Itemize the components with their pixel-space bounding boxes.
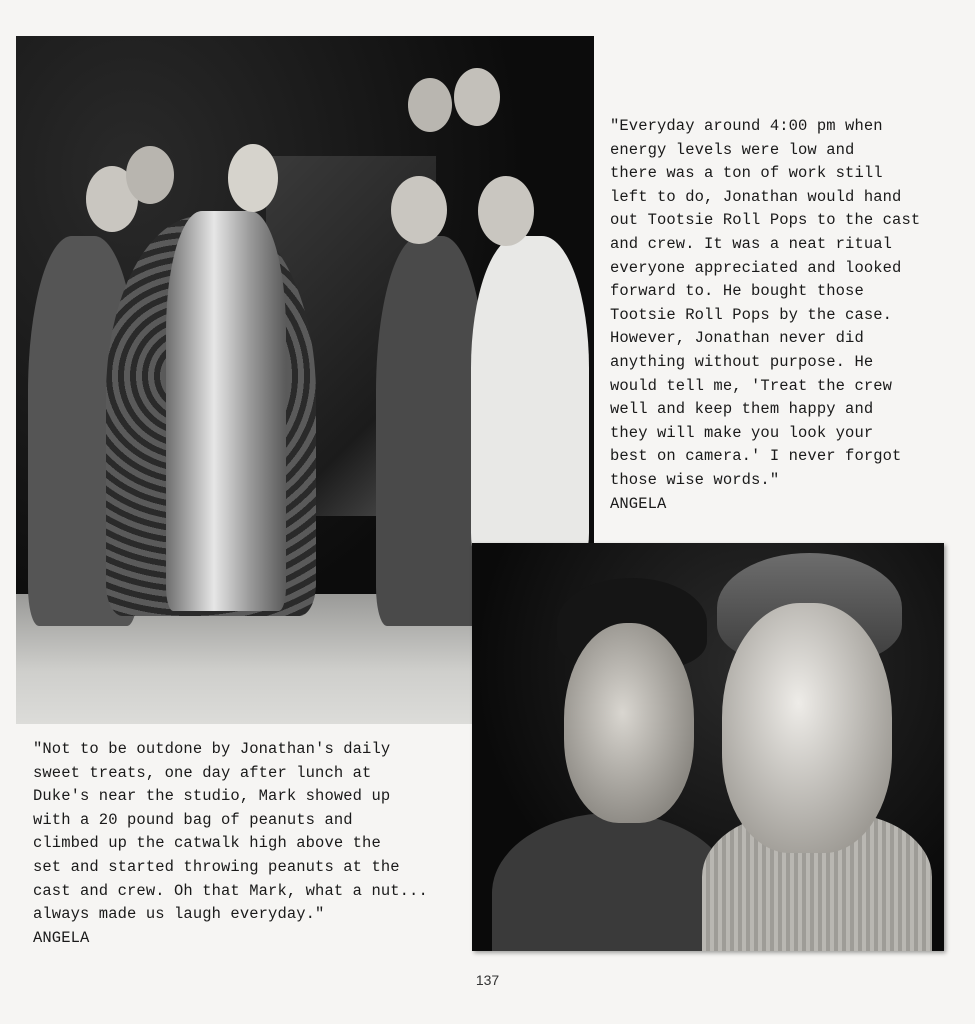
quote-line: they will make you look your bbox=[610, 423, 874, 442]
quote-line: left to do, Jonathan would hand bbox=[610, 187, 902, 206]
quote-line: climbed up the catwalk high above the bbox=[33, 834, 381, 853]
person-white-shirt bbox=[471, 236, 589, 566]
quote-line: Tootsie Roll Pops by the case. bbox=[610, 305, 893, 324]
quote-line: with a 20 pound bag of peanuts and bbox=[33, 810, 353, 829]
quote-line: out Tootsie Roll Pops to the cast bbox=[610, 211, 921, 230]
quote-bottom bbox=[33, 738, 428, 950]
page-number: 137 bbox=[475, 972, 500, 988]
right-actor-face bbox=[722, 603, 892, 853]
left-actor-face bbox=[564, 623, 694, 823]
quote-line: always made us laugh everyday." bbox=[33, 905, 325, 924]
quote-line: sweet treats, one day after lunch at bbox=[33, 763, 372, 782]
person-back-head bbox=[126, 146, 174, 204]
quote-line: best on camera.' I never forgot bbox=[610, 447, 902, 466]
person-rear-2-head bbox=[454, 68, 500, 126]
quote-line: energy levels were low and bbox=[610, 140, 855, 159]
quote-line: everyone appreciated and looked bbox=[610, 258, 902, 277]
two-actors-portrait-photo bbox=[472, 543, 944, 951]
quote-line: "Not to be outdone by Jonathan's daily bbox=[33, 740, 391, 758]
quote-line: forward to. He bought those bbox=[610, 282, 864, 301]
person-white-shirt-head bbox=[478, 176, 534, 246]
quote-attribution: ANGELA bbox=[33, 928, 90, 947]
costume-robe bbox=[166, 211, 286, 611]
quote-line: there was a ton of work still bbox=[610, 164, 883, 183]
quote-line: set and started throwing peanuts at the bbox=[33, 857, 400, 876]
quote-line: "Everyday around 4:00 pm when bbox=[610, 117, 883, 135]
quote-line: and crew. It was a neat ritual bbox=[610, 234, 893, 253]
quote-attribution: ANGELA bbox=[610, 494, 667, 513]
person-cardigan-head bbox=[391, 176, 447, 244]
quote-line: cast and crew. Oh that Mark, what a nut... bbox=[33, 881, 428, 900]
person-rear-1-head bbox=[408, 78, 452, 132]
quote-line: However, Jonathan never did bbox=[610, 329, 864, 348]
quote-line: would tell me, 'Treat the crew bbox=[610, 376, 893, 395]
quote-line: well and keep them happy and bbox=[610, 400, 874, 419]
left-actor-shoulder bbox=[492, 813, 732, 951]
quote-line: those wise words." bbox=[610, 470, 780, 489]
person-cardigan bbox=[376, 236, 486, 626]
quote-line: anything without purpose. He bbox=[610, 352, 874, 371]
quote-line: Duke's near the studio, Mark showed up bbox=[33, 787, 391, 806]
quote-top bbox=[610, 115, 920, 516]
costumed-actor-head bbox=[228, 144, 278, 212]
